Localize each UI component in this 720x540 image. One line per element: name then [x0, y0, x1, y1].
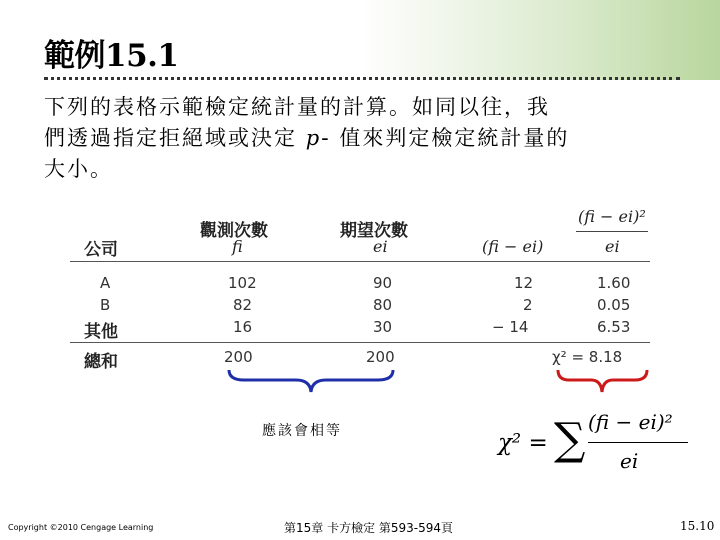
- total-chi-square: χ² = 8.18: [552, 348, 623, 366]
- header-expected: 期望次數: [340, 221, 408, 241]
- sigma-symbol: ∑: [554, 414, 586, 465]
- p-variable: p: [305, 126, 322, 150]
- formula-lhs: χ² =: [498, 430, 548, 456]
- row-ratio: 1.60: [597, 274, 631, 292]
- red-brace: [555, 368, 651, 394]
- row-diff: 2: [523, 296, 533, 314]
- body-line-3: 大小。: [44, 157, 113, 181]
- equal-note: 應該會相等: [262, 423, 342, 439]
- row-company: 其他: [84, 322, 118, 342]
- red-brace-path: [558, 370, 647, 392]
- header-observed-symbol: fi: [232, 237, 243, 256]
- header-rule: [70, 261, 650, 262]
- row-observed: 82: [233, 296, 253, 314]
- body-line-2-pre: 們透過指定拒絕域或決定: [44, 126, 306, 150]
- row-company: B: [100, 296, 111, 314]
- row-diff: 12: [514, 274, 534, 292]
- copyright-text: Copyright ©2010 Cengage Learning: [8, 523, 154, 532]
- row-ratio: 6.53: [597, 318, 631, 336]
- row-company: A: [100, 274, 111, 292]
- header-ratio-denominator: ei: [605, 237, 620, 256]
- formula-numerator: (fi − ei)²: [588, 410, 673, 434]
- dotted-divider: [44, 77, 680, 80]
- page-number: 15.10: [680, 519, 715, 533]
- body-line-2: [44, 123, 680, 154]
- header-diff: (fi − ei): [482, 237, 544, 256]
- body-line-2-post: - 值來判定檢定統計量的: [321, 126, 570, 150]
- row-expected: 80: [373, 296, 393, 314]
- row-observed: 16: [233, 318, 253, 336]
- header-expected-symbol: ei: [373, 237, 388, 256]
- header-ratio-numerator: (fi − ei)²: [578, 207, 646, 226]
- blue-brace: [226, 368, 396, 394]
- blue-brace-path: [229, 370, 393, 392]
- body-line-1: 下列的表格示範檢定統計量的計算。如同以往，我: [44, 95, 550, 119]
- row-expected: 30: [373, 318, 393, 336]
- formula-denominator: ei: [620, 449, 639, 473]
- total-observed: 200: [224, 348, 253, 366]
- ratio-fraction-bar: [576, 231, 648, 232]
- slide-title: 範例15.1: [44, 38, 179, 74]
- row-observed: 102: [228, 274, 257, 292]
- total-label: 總和: [84, 352, 118, 372]
- row-expected: 90: [373, 274, 393, 292]
- formula-fraction-bar: [588, 442, 688, 443]
- slide-body: [44, 92, 680, 185]
- chi-square-formula: [498, 404, 698, 484]
- row-diff: − 14: [492, 318, 529, 336]
- chapter-reference: 第15章 卡方檢定 第593-594頁: [284, 521, 454, 535]
- header-observed: 觀測次數: [200, 221, 268, 241]
- total-expected: 200: [366, 348, 395, 366]
- header-company: 公司: [84, 240, 118, 260]
- row-ratio: 0.05: [597, 296, 631, 314]
- data-table: [70, 192, 660, 377]
- total-rule: [70, 342, 650, 343]
